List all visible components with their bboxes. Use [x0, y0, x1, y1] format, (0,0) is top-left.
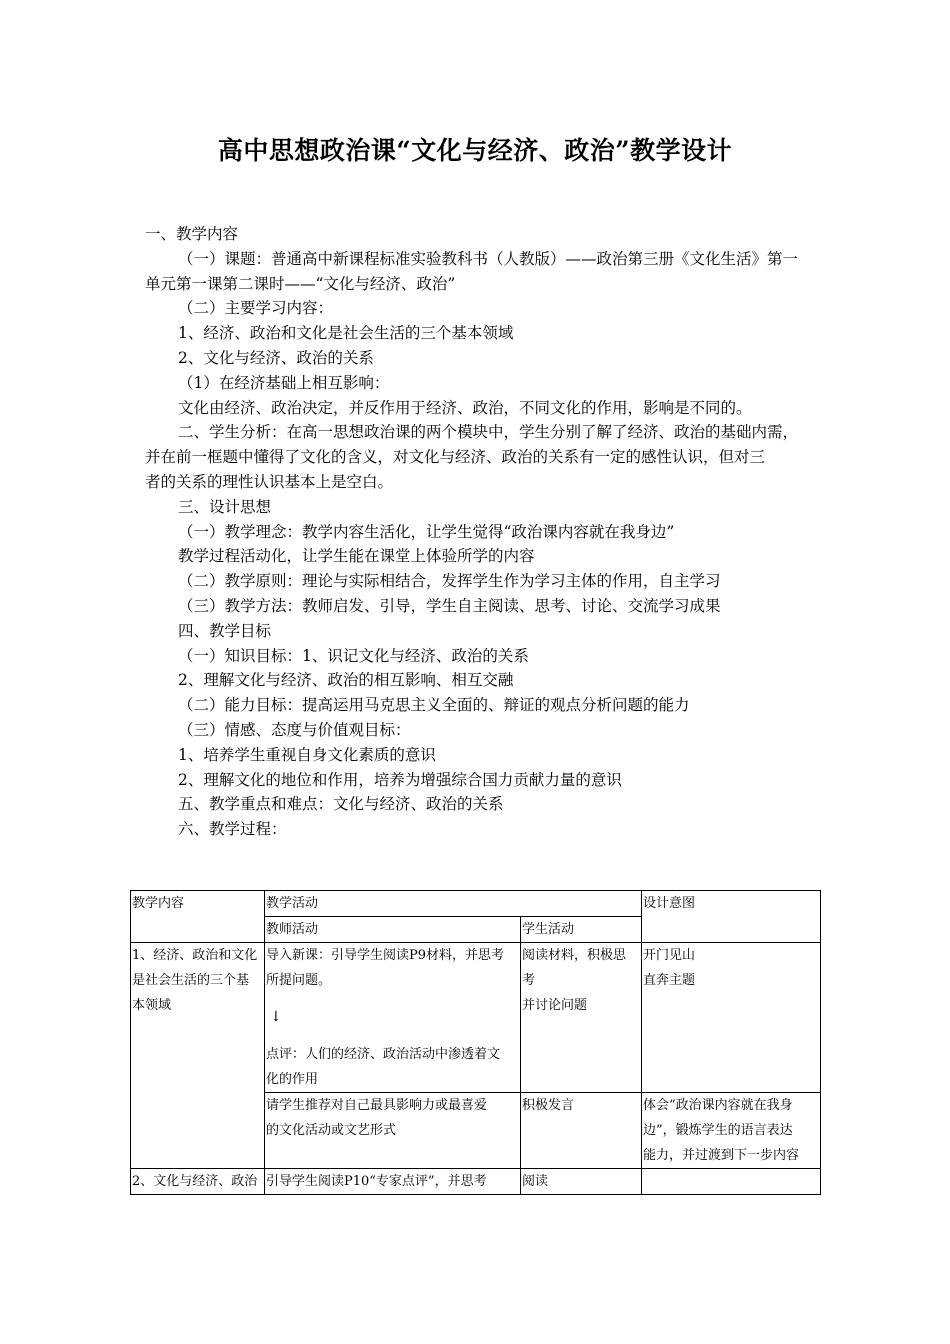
- row1-teacher-cell: [265, 943, 521, 1093]
- body-line: （三）情感、态度与价值观目标：: [178, 721, 411, 739]
- body-line: （二）教学原则：理论与实际相结合，发挥学生作为学习主体的作用，自主学习: [178, 572, 721, 590]
- cell-text-line: 直奔主题: [643, 973, 696, 988]
- cell-text-line: 本领域: [132, 998, 172, 1013]
- cell-text-line: 点评：人们的经济、政治活动中渗透着文: [266, 1047, 501, 1062]
- cell-text-line: 能力，并过渡到下一步内容: [643, 1148, 800, 1163]
- body-line: 文化由经济、政治决定，并反作用于经济、政治，不同文化的作用，影响是不同的。: [178, 399, 752, 417]
- cell-text-line: 边”，锻炼学生的语言表达: [643, 1123, 793, 1138]
- body-line: （三）教学方法：教师启发、引导，学生自主阅读、思考、讨论、交流学习成果: [178, 597, 721, 615]
- header-student-activity: 学生活动: [521, 917, 642, 943]
- cell-text-line: 阅读材料，积极思: [522, 948, 627, 963]
- cell-text-line: 请学生推荐对自己最具影响力或最喜爱: [266, 1098, 488, 1113]
- body-line: （一）课题：普通高中新课程标准实验教科书（人教版）——政治第三册《文化生活》第一: [178, 250, 799, 268]
- row3-teacher-cell: 引导学生阅读P10“专家点评”，并思考: [265, 1169, 521, 1195]
- body-line: 2、理解文化的地位和作用，培养为增强综合国力贡献力量的意识: [178, 771, 622, 789]
- cell-text-line: 体会“政治课内容就在我身: [643, 1098, 793, 1113]
- table-row: [131, 1169, 821, 1195]
- body-line: 并在前一框题中懂得了文化的含义，对文化与经济、政治的关系有一定的感性认识，但对三: [145, 448, 766, 466]
- row3-intent-cell: [642, 1169, 821, 1195]
- table-row: [131, 943, 821, 1093]
- body-line: （二）能力目标：提高运用马克思主义全面的、辩证的观点分析问题的能力: [178, 696, 690, 714]
- cell-text-line: 是社会生活的三个基: [132, 973, 250, 988]
- cell-text-line: 所提问题。: [266, 973, 332, 988]
- row1-content-cell: [131, 943, 265, 1169]
- row2-student-cell: 积极发言: [521, 1093, 642, 1169]
- cell-text-line: 导入新课：引导学生阅读P9材料，并思考: [266, 948, 505, 963]
- body-line: 2、理解文化与经济、政治的相互影响、相互交融: [178, 671, 514, 689]
- cell-text-line: 化的作用: [266, 1072, 319, 1087]
- body-line: （一）知识目标：1、识记文化与经济、政治的关系: [178, 647, 529, 665]
- body-line: 1、培养学生重视自身文化素质的意识: [178, 746, 436, 764]
- body-line: 单元第一课第二课时——“文化与经济、政治”: [145, 275, 456, 293]
- body-line: 1、经济、政治和文化是社会生活的三个基本领域: [178, 324, 514, 342]
- down-arrow-icon: ↓: [270, 1009, 282, 1025]
- body-line: 二、学生分析：在高一思想政治课的两个模块中，学生分别了解了经济、政治的基础内需，: [178, 423, 799, 441]
- table-header-row: [131, 891, 821, 917]
- body-line: 六、教学过程：: [178, 820, 287, 838]
- body-line: 2、文化与经济、政治的关系: [178, 349, 374, 367]
- teaching-process-table: [130, 890, 821, 1195]
- cell-text-line: 考: [522, 973, 536, 988]
- row1-intent-cell: [642, 943, 821, 1093]
- body-line: 三、设计思想: [178, 498, 272, 516]
- row2-intent-cell: [642, 1093, 821, 1169]
- row2-teacher-cell: [265, 1093, 521, 1169]
- body-line: 五、教学重点和难点：文化与经济、政治的关系: [178, 795, 504, 813]
- row3-content-cell: 2、文化与经济、政治: [131, 1169, 265, 1195]
- row3-student-cell: 阅读: [521, 1169, 642, 1195]
- header-teacher-activity: 教师活动: [265, 917, 521, 943]
- body-line: （二）主要学习内容：: [178, 299, 334, 317]
- document-title: 高中思想政治课“文化与经济、政治”教学设计: [217, 136, 733, 165]
- body-line: 一、教学内容: [145, 225, 239, 243]
- body-line: 四、教学目标: [178, 622, 272, 640]
- row1-student-cell: [521, 943, 642, 1093]
- header-teaching-activity: 教学活动: [265, 891, 642, 917]
- cell-text-line: 的文化活动或文艺形式: [266, 1123, 397, 1138]
- cell-text-line: 并讨论问题: [522, 998, 588, 1013]
- body-line: 者的关系的理性认识基本上是空白。: [145, 473, 394, 491]
- cell-text-line: 开门见山: [643, 948, 696, 963]
- cell-text-line: 1、经济、政治和文化: [132, 948, 258, 963]
- header-teaching-content: 教学内容: [131, 891, 265, 943]
- header-design-intent: 设计意图: [642, 891, 821, 943]
- body-line: （1）在经济基础上相互影响：: [178, 374, 390, 392]
- body-line: （一）教学理念：教学内容生活化，让学生觉得“政治课内容就在我身边”: [178, 523, 675, 541]
- body-line: 教学过程活动化，让学生能在课堂上体验所学的内容: [178, 547, 535, 565]
